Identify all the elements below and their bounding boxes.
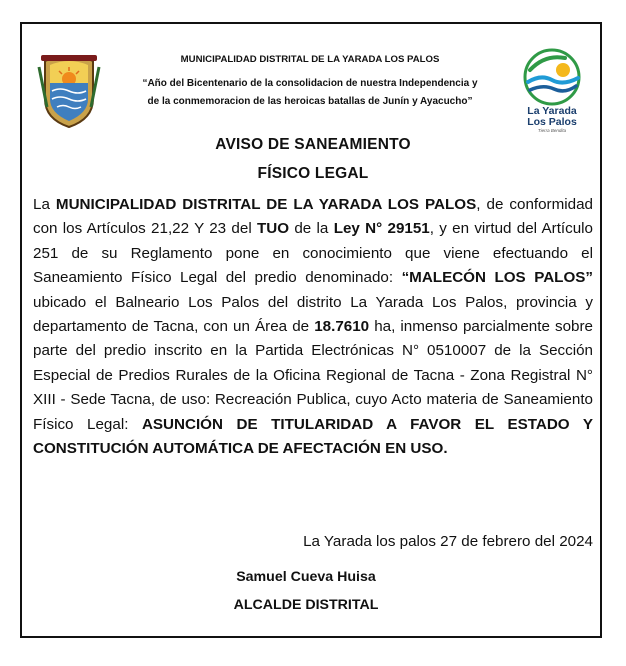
body-bold-property-name: “MALECÓN LOS PALOS” [401,269,593,287]
motto-line-1: “Año del Bicentenario de la consolidacion de nuestra Independencia y [142,78,478,89]
notice-title-line-2: FÍSICO LEGAL [257,165,369,182]
body-text: La [33,196,56,213]
notice-date: La Yarada los palos 27 de febrero del 2024 [303,533,593,550]
notice-body [33,193,593,461]
logo-name-line-2: Los Palos [527,116,577,128]
logo-tagline: Tierra Bendita [537,128,567,133]
motto-line-2: de la conmemoracion de las heroicas batallas de Junín y Ayacucho” [147,96,473,107]
body-bold-municipality: MUNICIPALIDAD DISTRITAL DE LA YARADA LOS PALOS [55,196,477,213]
signer-name: Samuel Cueva Huisa [236,569,376,585]
municipal-coat-of-arms-icon [37,47,101,131]
logo-name-line-1: La Yarada [527,105,577,117]
body-bold-tuo: TUO [257,220,290,238]
institution-name: MUNICIPALIDAD DISTRITAL DE LA YARADA LOS PALOS [180,54,440,65]
body-bold-law: Ley N° 29151 [333,220,430,238]
district-logo [518,48,586,148]
notice-title-line-1: AVISO DE SANEAMIENTO [215,136,411,153]
body-text: , de conformidad con los Artículos 21,22 Y 23 del [33,196,593,238]
body-bold-area: 18.7610 [314,318,370,336]
year-motto [110,75,510,111]
body-text: , y en virtud del Artículo 251 de su Reglamento pone en conocimiento que viene efectuando el Saneamiento Físico Legal del predio denominado: [33,220,593,287]
body-text: de la [289,220,334,238]
body-text: ha, inmenso parcialmente sobre parte del predio inscrito en la Partida Electrónicas N° 0510007 de la Sección Especial de Predios Rurales de la Oficina Regional de Tacna - Zona Registral N° XIII - Sede Tacna, de uso: Recreación Publica, cuyo Acto materia de Saneamiento Físico Legal: [33,318,593,433]
signer-title: ALCALDE DISTRITAL [233,597,379,613]
body-bold-act: ASUNCIÓN DE TITULARIDAD A FAVOR EL ESTADO Y CONSTITUCIÓN AUTOMÁTICA DE AFECTACIÓN EN USO. [33,415,594,458]
district-logo-icon [521,48,583,106]
body-text: ubicado el Balneario Los Palos del distrito La Yarada Los Palos, provincia y departamento de Tacna, con un Área de [33,293,593,336]
